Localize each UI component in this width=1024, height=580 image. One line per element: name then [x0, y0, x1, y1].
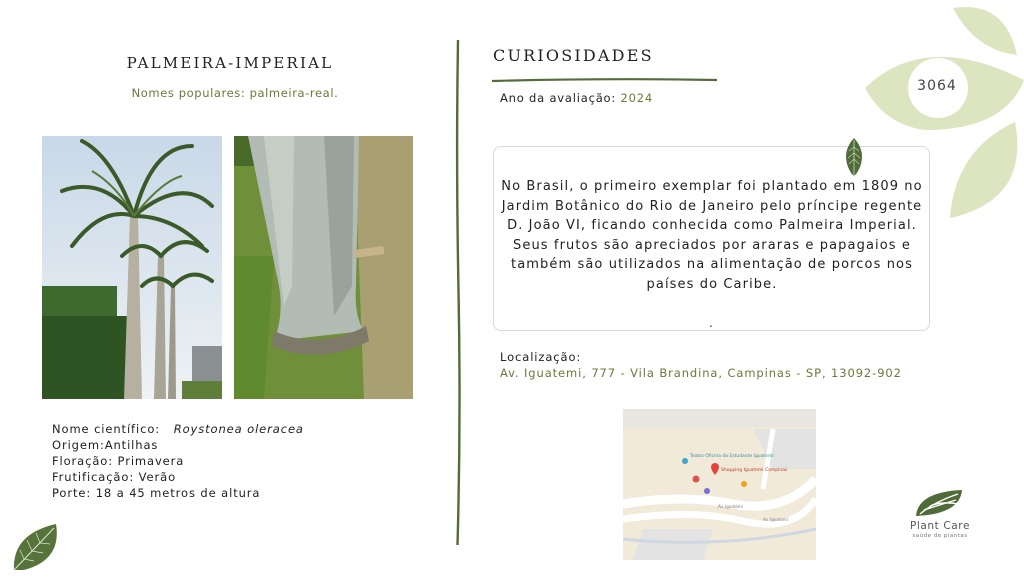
map-label-road-2: Av. Iguatemi [763, 517, 788, 522]
logo-tagline: saúde de plantas [912, 533, 968, 539]
evaluation-value: 2024 [620, 91, 654, 105]
flowering-row: Floração: Primavera [52, 454, 185, 468]
logo-name: Plant Care [909, 520, 971, 532]
theater-pin-icon [682, 458, 688, 464]
store-pin-icon [741, 481, 747, 487]
restaurant-pin-icon [693, 476, 700, 483]
palm-trunk-photo [234, 136, 413, 399]
place-pin-icon [704, 488, 710, 494]
map-label-road: Av. Iguatemi [718, 504, 743, 509]
record-number-badge: 3064 [917, 78, 957, 94]
location-address: Av. Iguatemi, 777 - Vila Brandina, Campinas - SP, 13092-902 [500, 366, 902, 380]
card-dot: . [709, 316, 713, 330]
species-facts [52, 421, 304, 501]
curiosities-title: CURIOSIDADES [493, 46, 654, 65]
title-underline [492, 68, 717, 74]
popular-names: Nomes populares: palmeira-real. [131, 86, 339, 100]
palm-trees-photo [42, 136, 222, 399]
column-divider [455, 40, 461, 545]
leaf-corner-icon [10, 520, 64, 576]
map-label-theater: Teatro Oficina do Estudante Iguatemi [690, 454, 774, 459]
origin-row: Origem:Antilhas [52, 438, 159, 452]
scientific-name-label: Nome científico: [52, 422, 161, 436]
scientific-name-row [52, 421, 304, 437]
evaluation-label: Ano da avaliação: [500, 91, 617, 105]
location-map[interactable] [623, 409, 816, 560]
map-label-shopping: Shopping Iguatemi Campinas [721, 468, 788, 473]
evaluation-year [500, 91, 653, 105]
location-label: Localização: [500, 350, 582, 364]
size-row: Porte: 18 a 45 metros de altura [52, 486, 261, 500]
fruiting-row: Frutificação: Verão [52, 470, 177, 484]
species-title: PALMEIRA-IMPERIAL [126, 54, 334, 72]
curiosity-text: No Brasil, o primeiro exemplar foi plantado em 1809 no Jardim Botânico do Rio de Janeiro pelo príncipe regente D. João VI, ficando conhecida como Palmeira Imperial. Seus frutos são apreciados por araras e papagaios e também são utilizados na alimentação de porcos nos países do Caribe. [501, 179, 923, 292]
decorative-leaves [855, 0, 1024, 230]
scientific-name-value: Roystonea oleracea [173, 422, 304, 436]
